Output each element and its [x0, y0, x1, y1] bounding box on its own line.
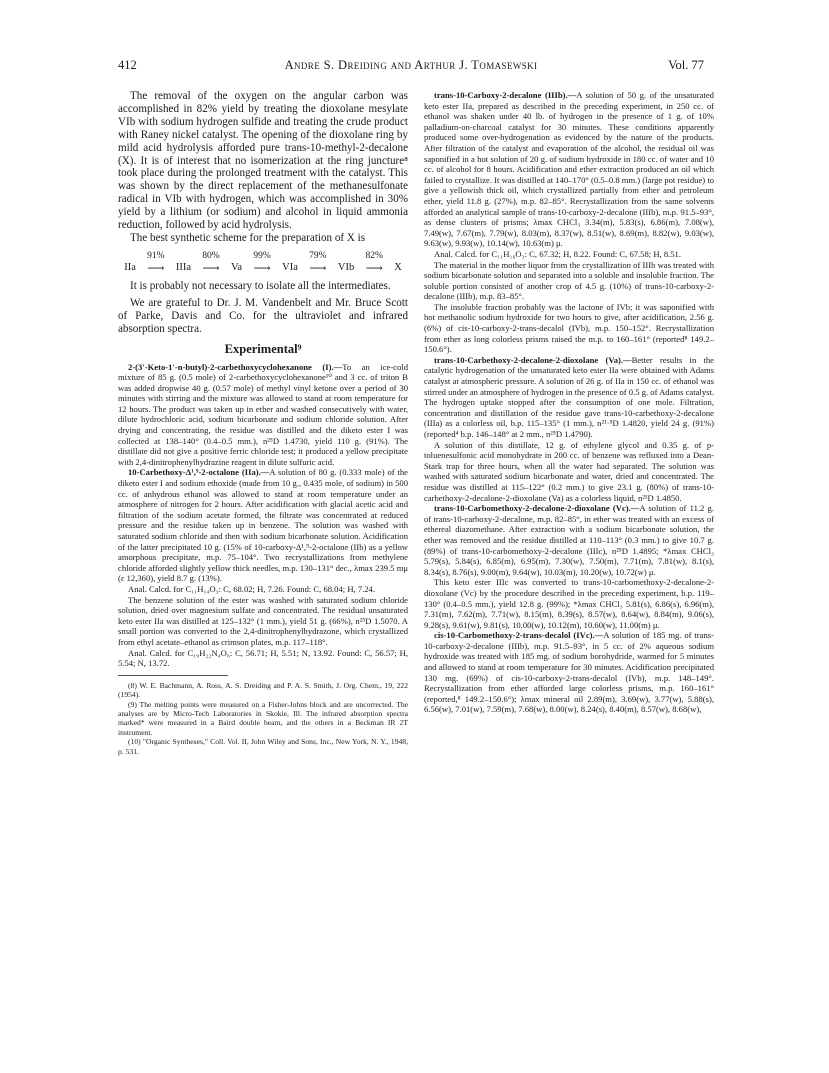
experimental-paragraph [424, 90, 714, 249]
procedure-title: cis-10-Carbomethoxy-2-trans-decalol (IVc).— [434, 630, 604, 641]
arrow-right-icon: ⟶ [202, 260, 220, 275]
scheme-arrow [194, 251, 228, 274]
arrow-right-icon: ⟶ [309, 260, 327, 275]
scheme-arrow [139, 251, 173, 274]
footnote-10: (10) "Organic Syntheses," Coll. Vol. II, John Wiley and Sons, Inc., New York, N. Y., 1948, p. 531. [118, 737, 408, 756]
procedure-title: 10-Carbethoxy-Δ¹,⁹-2-octalone (IIa).— [128, 467, 270, 478]
left-column [118, 90, 408, 756]
arrow-right-icon: ⟶ [147, 260, 165, 275]
analysis-line: Anal. Calcd. for C₁₁H₁₆O₃: C, 67.32; H, 8.22. Found: C, 67.58; H, 8.51. [434, 248, 682, 259]
experimental-paragraph [424, 355, 714, 440]
scheme-yield: 79% [309, 250, 327, 261]
scheme-yield: 91% [147, 250, 165, 261]
scheme-arrow [301, 251, 335, 274]
experimental-paragraph [118, 467, 408, 584]
experimental-paragraph [424, 630, 714, 715]
scheme-arrow [357, 251, 391, 274]
intro-paragraph-3: It is probably not necessary to isolate all the intermediates. [130, 279, 391, 292]
procedure-title: trans-10-Carbethoxy-2-decalone-2-dioxolane (Va).— [434, 354, 632, 365]
acknowledgment-paragraph: We are grateful to Dr. J. M. Vandenbelt and Mr. Bruce Scott of Parke, Davis and Co. for the ultraviolet and infrared absorption spectra. [118, 296, 408, 335]
experimental-paragraph: The insoluble fraction probably was the lactone of IVb; it was saponified with hot methanolic sodium hydroxide for two hours to give, after acidification, 2.56 g. (6%) of cis-10-carboxy-2-trans-decalol (IVb), m.p. 150–152°. Recrystallization from ether as long colorless prisms raised the m.p. to 160–161° (reported⁸ 149.2–150.6°). [424, 301, 714, 355]
intro-paragraph-1: The removal of the oxygen on the angular carbon was accomplished in 82% yield by treating the dioxolane mesylate VIb with sodium hydrogen sulfide and treating the crude product with Raney nickel catalyst. The opening of the dioxolane ring by mild acid hydrolysis afforded pure trans-10-methyl-2-decalone (X). It is of interest that no isomerization at the ring juncture⁸ took place during the prolonged treatment with the catalyst. This was shown by the direct replacement of the methanesulfonate radical in VIb with hydrogen, which was accomplished in 30% yield by a lithium (or sodium) and alcohol in liquid ammonia reduction, followed by acid hydrolysis. [118, 90, 408, 232]
scheme-yield: 82% [365, 250, 383, 261]
procedure-title: trans-10-Carbomethoxy-2-decalone-2-dioxolane (Vc).— [434, 503, 640, 514]
footnote-divider [118, 675, 228, 676]
footnote-9: (9) The melting points were measured on a Fisher-Johns block and are uncorrected. The analyses are by Micro-Tech Laboratories in Skokie, Ill. The infrared absorption spectra marked* were measured in a Baird double beam, and the others in a Beckman IR 2T instrument. [118, 699, 408, 737]
procedure-body: A solution of 11.2 g. of trans-10-carboxy-2-decalone, m.p. 82–85°, in ether was treated with an excess of ethereal diazomethane. After extraction with a sodium bicarbonate solution, the ether was removed and the residue distilled at 110–113° (0.3 mm.) to give 10.7 g. (89%) of trans-10-carbomethoxy-2-decalone (IIIc), n²⁵D 1.4895; *λmax CHCl₃ 5.79(s), 5.84(s), 6.85(m), 6.95(m), 7.30(w), 7.50(m), 7.71(m), 7.81(w), 8.1(s), 8.34(s), 8.76(s), 9.00(m), 9.64(w), 10.03(m), 10.20(w), 10.72(w) μ. [424, 503, 714, 577]
experimental-paragraph [424, 503, 714, 577]
scheme-yield: 80% [202, 250, 220, 261]
scheme-arrow [245, 251, 279, 274]
procedure-body: A solution of 80 g. (0.333 mole) of the diketo ester I and sodium ethoxide (made from 10 g., 0.435 mole, of sodium) in 500 cc. of anhydrous ethanol was allowed to stand at room temperature under an atmosphere of nitrogen for 2 hours. After acidification with glacial acetic acid and filtration of the sodium acetate formed, the filtrate was concentrated at reduced pressure and the residue taken up in benzene. The solution was washed with saturated sodium chloride and then with sodium bicarbonate solution. Acidification of the latter precipitated 10 g. (15% of 10-carboxy-Δ¹,⁹-2-octalone (IIb) as a yellow amorphous precipitate, m.p. 75–104°. Two recrystallizations from methylene chloride afforded slightly yellow thick needles, m.p. 130–131° dec., λmax 239.5 mμ (ε 12,360), yield 8.7 g. (13%). [118, 467, 408, 584]
experimental-paragraph: A solution of this distillate, 12 g. of ethylene glycol and 0.35 g. of p-toluenesulfonic acid monohydrate in 200 cc. of benzene was refluxed into a Dean-Stark trap for three hours, when all the water had separated. The solution was washed with saturated sodium bicarbonate and water, dried and concentrated. The residue was distilled at 115–122° (0.2 mm.) to give 23.1 g. (80%) of trans-10-carbethoxy-2-decalone-2-dioxolane (Va) as a colorless liquid, n²¹D 1.4850. [424, 439, 714, 503]
page-number: 412 [118, 58, 137, 72]
volume-label: Vol. 77 [668, 58, 704, 72]
experimental-paragraph: The material in the mother liquor from the crystallization of IIIb was treated with sodium bicarbonate solution and separated into a soluble and insoluble fraction. The soluble portion consisted of another crop of 4.5 g. (10%) of trans-10-carboxy-2-decalone (IIIb), m.p. 83–85°. [424, 259, 714, 302]
procedure-body: To an ice-cold mixture of 85 g. (0.5 mole) of 2-carbethoxycyclohexanone¹⁰ and 3 cc. of triton B was added dropwise 40 g. (0.57 mole) of methyl vinyl ketone over a period of 30 minutes with stirring and the mixture was allowed to stand at room temperature for 12 hours. The product was taken up in ether and washed consecutively with water, dilute hydrochloric acid, sodium bicarbonate and sodium chloride solution. After drying and concentrating, the residue was distilled and the diketo ester I was collected at 138–140° (0.4–0.5 mm.), n²⁵D 1.4730, yield 110 g. (91%). The distillate did not give a positive ferric chloride test; it produced a yellow precipitate with 2,4-dinitrophenylhydrazine reagent in dilute sulfuric acid. [118, 361, 408, 467]
procedure-title: 2-(3′-Keto-1′-n-butyl)-2-carbethoxycyclohexanone (I).— [128, 361, 343, 372]
analysis-line: Anal. Calcd. for C₁₉H₂₂N₄O₆: C, 56.71; H, 5.51; N, 13.92. Found: C, 56.57; H, 5.54; N, 13.72. [118, 647, 408, 669]
intro-paragraph-2: The best synthetic scheme for the preparation of X is [130, 231, 366, 244]
experimental-paragraph: This keto ester IIIc was converted to trans-10-carbomethoxy-2-decalone-2-dioxolane (Vc) by the procedure described in the preceding experiment, b.p. 119–130° (0.4–0.5 mm.), yield 12.8 g. (99%); *λmax CHCl₃ 5.81(s), 6.86(s), 6.96(m), 7.31(m), 7.62(m), 7.71(w), 8.15(m), 8.39(s), 8.57(w), 8.64(w), 8.84(m), 9.06(s), 9.28(s), 9.61(w), 9.81(s), 10.00(w), 10.12(m), 10.60(w), 11.00(m) μ. [424, 577, 714, 630]
procedure-body: A solution of 50 g. of the unsaturated keto ester IIa, prepared as described in the preceding experiment, in 250 cc. of ethanol was shaken under 40 lb. of hydrogen in the presence of 1 g. of 10% palladium-on-charcoal catalyst for 30 minutes. These conditions apparently produced some over-hydrogenation as evidenced by the nature of the products. After filtration of the catalyst and evaporation of the alcohol, the residual oil was saponified in a hot solution of 20 g. of sodium hydroxide in 180 cc. of water and 10 cc. of alcohol for 8 hours. Acidification and ether extraction produced an oil which failed to crystallize. It was distilled at 140–170° (0.5–0.8 mm.) (large pot residue) to give a yellowish thick oil, which crystallized partially from ether and petroleum ether, yield 11.8 g. (27%), m.p. 82–85°. Recrystallization from the same solvents afforded an analytical sample of trans-10-carboxy-2-decalone (IIIb), m.p. 91.5–93°, as dense clusters of prisms; λmax CHCl₃ 3.34(m), 5.83(s), 6.86(m), 7.08(w), 7.49(w), 7.67(m), 7.79(w), 8.03(m), 8.37(w), 8.51(w), 8.69(m), 8.82(w), 9.03(w), 9.63(w), 9.93(w), 10.14(w), 10.63(m) μ. [424, 90, 714, 249]
scheme-compound: Va [231, 261, 243, 273]
running-head [118, 58, 704, 74]
scheme-compound: IIIa [175, 261, 192, 273]
procedure-body: Better results in the catalytic hydrogenation of the unsaturated keto ester IIa were obtained with Adams catalyst at atmospheric pressure. A solution of 26 g. of IIa in 150 cc. of ethanol was stirred under an atmosphere of hydrogen in the presence of 0.5 g. of Adams catalyst. The hydrogen uptake stopped after the consumption of one mole. Filtration, concentration and distillation of the residue gave trans-10-carbethoxy-2-decalone (IIIa) as a colorless oil, b.p. 115–135° (1 mm.), n²¹·⁵D 1.4820, yield 24 g. (91%) (reported⁴ b.p. 146–148° at 2 mm., n²⁵D 1.4790). [424, 354, 714, 439]
synthetic-scheme [118, 248, 408, 274]
experimental-paragraph: The benzene solution of the ester was washed with saturated sodium chloride solution, dried over magnesium sulfate and concentrated. The residual unsaturated keto ester IIa was distilled at 125–132° (1 mm.), yield 51 g. (66%), n²⁵D 1.5070. A small portion was converted to the 2,4-dinitrophenylhydrazone, which crystallized from ethyl acetate–ethanol as crimson plates, m.p. 117–118°. [118, 594, 408, 647]
scheme-compound: VIb [337, 261, 355, 273]
experimental-paragraph [118, 362, 408, 468]
scheme-compound: VIa [282, 261, 298, 273]
scheme-compound: X [394, 261, 402, 273]
arrow-right-icon: ⟶ [365, 260, 383, 275]
procedure-body: A solution of 185 mg. of trans-10-carboxy-2-decalone (IIIb), m.p. 91.5–93°, in 5 cc. of 2% aqueous sodium hydroxide was treated with 185 mg. of sodium borohydride, warmed for 5 minutes and allowed to stand at room temperature for 30 minutes. Acidification precipitated 130 mg. (69%) of cis-10-carboxy-2-trans-decalol (IVb), m.p. 148–149°. Recrystallization from ether afforded large colorless prisms, m.p. 160–161° (reported,⁸ 149.2–150.6°); λmax mineral oil 2.89(m), 3.69(w), 3.77(w), 5.88(s), 6.56(w), 7.01(w), 7.59(m), 7.68(w), 8.00(w), 8.24(s), 8.40(m), 8.57(w), 8.68(w), [424, 630, 714, 715]
footnote-8: (8) W. E. Bachmann, A. Ross, A. S. Dreiding and P. A. S. Smith, J. Org. Chem., 19, 222 (1954). [118, 680, 408, 700]
scheme-yield: 99% [253, 250, 271, 261]
right-column [424, 90, 714, 715]
arrow-right-icon: ⟶ [253, 260, 271, 275]
scheme-compound: IIa [124, 261, 136, 273]
section-title-experimental: Experimental⁹ [224, 341, 302, 356]
analysis-line: Anal. Calcd. for C₁₁H₁₄O₃: C, 68.02; H, 7.26. Found: C, 68.04; H, 7.24. [128, 583, 376, 594]
procedure-title: trans-10-Carboxy-2-decalone (IIIb).— [434, 90, 577, 100]
running-head-authors: Andre S. Dreiding and Arthur J. Tomasewski [284, 58, 538, 72]
